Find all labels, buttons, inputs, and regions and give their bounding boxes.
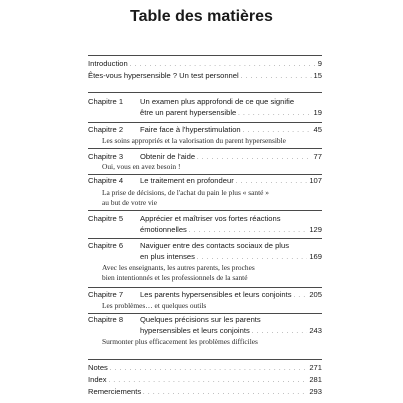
chapter-4-subtitle-2: au but de votre vie bbox=[102, 198, 158, 207]
entry-page: 169 bbox=[309, 252, 322, 261]
entry-page: 243 bbox=[309, 326, 322, 335]
section-rule bbox=[88, 359, 322, 360]
chapter-title: Faire face à l'hyperstimulation bbox=[140, 125, 241, 134]
chapter-4-line1 bbox=[88, 175, 322, 186]
entry-label: Notes bbox=[88, 363, 108, 372]
entry-page: 107 bbox=[309, 176, 322, 185]
entry-page: 205 bbox=[309, 290, 322, 299]
section-rule bbox=[88, 92, 322, 93]
chapter-7-subtitle: Les problèmes… et quelques outils bbox=[102, 301, 207, 310]
toc-entry-remerciements bbox=[88, 386, 322, 397]
chapter-6-subtitle-2: bien intentionnés et les professionnels de la santé bbox=[102, 273, 248, 282]
chapter-title: Obtenir de l'aide bbox=[140, 152, 196, 161]
entry-page: 271 bbox=[309, 363, 322, 372]
section-rule bbox=[88, 122, 322, 123]
chapter-number: Chapitre 7 bbox=[88, 290, 124, 299]
chapter-8-line1 bbox=[88, 314, 322, 325]
chapter-title: Les parents hypersensibles et leurs conjoints bbox=[140, 290, 292, 299]
entry-page: 19 bbox=[313, 108, 322, 117]
chapter-number: Chapitre 5 bbox=[88, 214, 124, 223]
section-rule bbox=[88, 148, 322, 149]
section-rule bbox=[88, 210, 322, 211]
entry-label: Index bbox=[88, 375, 107, 384]
top-rule bbox=[88, 55, 322, 56]
entry-page: 293 bbox=[309, 387, 322, 396]
entry-label: Introduction bbox=[88, 59, 128, 68]
toc-entry-test bbox=[88, 70, 322, 81]
chapter-3-subtitle: Oui, vous en avez besoin ! bbox=[102, 162, 181, 171]
section-rule bbox=[88, 287, 322, 288]
toc-entry-index bbox=[88, 374, 322, 385]
chapter-1-line1 bbox=[88, 96, 322, 107]
entry-label: Remerciements bbox=[88, 387, 142, 396]
chapter-number: Chapitre 4 bbox=[88, 176, 124, 185]
chapter-title: Naviguer entre des contacts sociaux de plus bbox=[140, 241, 290, 250]
toc-entry-introduction bbox=[88, 58, 322, 69]
chapter-title: Apprécier et maîtriser vos fortes réactions bbox=[140, 214, 281, 223]
dot-leader bbox=[236, 175, 308, 188]
chapter-title: Le traitement en profondeur bbox=[140, 176, 234, 185]
entry-page: 15 bbox=[313, 71, 322, 80]
section-rule bbox=[88, 238, 322, 239]
chapter-title-cont: hypersensibles et leurs conjoints bbox=[140, 326, 250, 335]
chapter-1-line2 bbox=[140, 107, 322, 118]
chapter-5-line1 bbox=[88, 213, 322, 224]
chapter-2-line1 bbox=[88, 124, 322, 135]
page-title: Table des matières bbox=[130, 8, 273, 25]
chapter-5-line2 bbox=[140, 224, 322, 235]
entry-page: 45 bbox=[313, 125, 322, 134]
entry-label: Êtes-vous hypersensible ? Un test personnel bbox=[88, 71, 239, 80]
chapter-title-cont: émotionnelles bbox=[140, 225, 187, 234]
entry-page: 9 bbox=[317, 59, 322, 68]
chapter-title-cont: en plus intenses bbox=[140, 252, 195, 261]
chapter-number: Chapitre 3 bbox=[88, 152, 124, 161]
chapter-6-subtitle-1: Avec les enseignants, les autres parents, les proches bbox=[102, 263, 255, 272]
chapter-2-subtitle: Les soins appropriés et la valorisation du parent hypersensible bbox=[102, 136, 286, 145]
chapter-8-subtitle: Surmonter plus efficacement les problèmes difficiles bbox=[102, 337, 258, 346]
chapter-number: Chapitre 1 bbox=[88, 97, 124, 106]
dot-leader bbox=[143, 386, 307, 399]
chapter-number: Chapitre 6 bbox=[88, 241, 124, 250]
dot-leader bbox=[189, 224, 307, 237]
entry-page: 77 bbox=[313, 152, 322, 161]
chapter-number: Chapitre 2 bbox=[88, 125, 124, 134]
chapter-6-line2 bbox=[140, 251, 322, 262]
chapter-4-subtitle-1: La prise de décisions, de l'achat du pain le plus « santé » bbox=[102, 188, 269, 197]
chapter-6-line1 bbox=[88, 240, 322, 251]
chapter-title: Un examen plus approfondi de ce que signifie bbox=[140, 97, 295, 106]
chapter-7-line1 bbox=[88, 289, 322, 300]
toc-entry-notes bbox=[88, 362, 322, 373]
chapter-title-cont: être un parent hypersensible bbox=[140, 108, 237, 117]
dot-leader bbox=[238, 107, 311, 120]
chapter-title: Quelques précisions sur les parents bbox=[140, 315, 261, 324]
chapter-8-line2 bbox=[140, 325, 322, 336]
chapter-3-line1 bbox=[88, 151, 322, 162]
chapter-number: Chapitre 8 bbox=[88, 315, 124, 324]
entry-page: 281 bbox=[309, 375, 322, 384]
dot-leader bbox=[241, 70, 312, 83]
entry-page: 129 bbox=[309, 225, 322, 234]
